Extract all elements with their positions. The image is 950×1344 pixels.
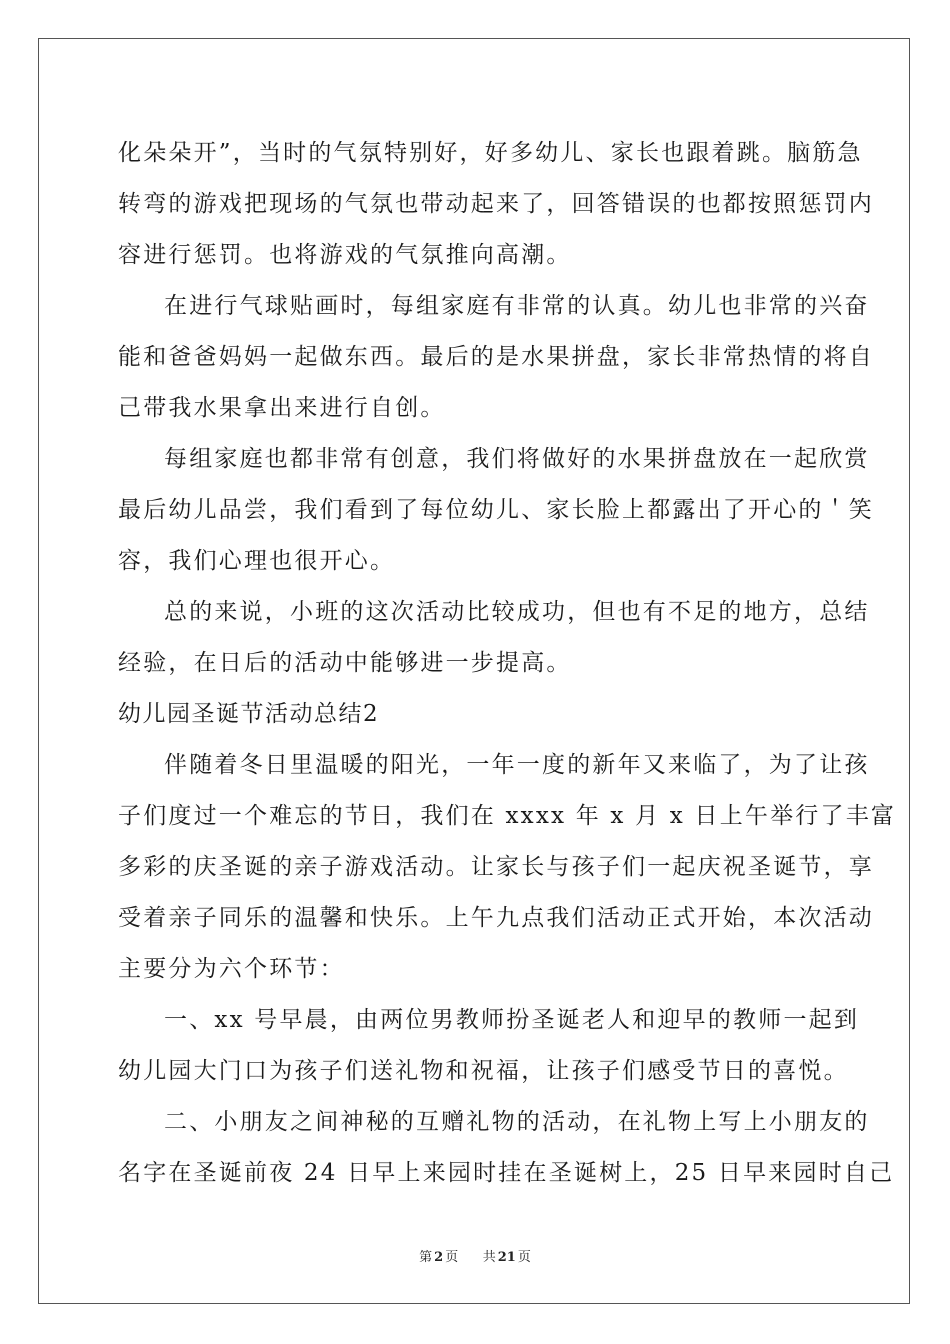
page-total: 共 21 页 [482, 1250, 531, 1265]
text-line: 子们度过一个难忘的节日，我们在 xxxx 年 x 月 x 日上午举行了丰富 [118, 803, 897, 829]
text-line: 容进行惩罚。也将游戏的气氛推向高潮。 [118, 242, 572, 268]
text-line: 幼儿园大门口为孩子们送礼物和祝福，让孩子们感受节日的喜悦。 [118, 1058, 849, 1084]
text-line: 伴随着冬日里温暖的阳光，一年一度的新年又来临了，为了让孩 [164, 752, 870, 778]
text-line: 在进行气球贴画时，每组家庭有非常的认真。幼儿也非常的兴奋 [164, 293, 870, 319]
text-line: 容，我们心理也很开心。 [118, 548, 396, 574]
text-line: 化朵朵开”，当时的气氛特别好，好多幼儿、家长也跟着跳。脑筋急 [118, 140, 863, 166]
text-line: 二、小朋友之间神秘的互赠礼物的活动，在礼物上写上小朋友的 [164, 1109, 870, 1135]
document-body [118, 128, 897, 1199]
text-line: 每组家庭也都非常有创意，我们将做好的水果拼盘放在一起欣赏 [164, 446, 870, 472]
page-footer [0, 1246, 950, 1265]
text-line: 受着亲子同乐的温馨和快乐。上午九点我们活动正式开始，本次活动 [118, 905, 874, 931]
section-heading: 幼儿园圣诞节活动总结2 [118, 701, 380, 727]
text-line: 转弯的游戏把现场的气氛也带动起来了，回答错误的也都按照惩罚内 [118, 191, 874, 217]
text-line: 一、xx 号早晨，由两位男教师扮圣诞老人和迎早的教师一起到 [164, 1007, 860, 1033]
text-line: 最后幼儿品尝，我们看到了每位幼儿、家长脸上都露出了开心的＇笑 [118, 497, 874, 523]
text-line: 能和爸爸妈妈一起做东西。最后的是水果拼盘，家长非常热情的将自 [118, 344, 874, 370]
text-line: 己带我水果拿出来进行自创。 [118, 395, 446, 421]
text-line: 主要分为六个环节： [118, 956, 345, 982]
text-line: 名字在圣诞前夜 24 日早上来园时挂在圣诞树上，25 日早来园时自己 [118, 1160, 895, 1186]
text-line: 多彩的庆圣诞的亲子游戏活动。让家长与孩子们一起庆祝圣诞节，享 [118, 854, 874, 880]
page-number: 第 2 页 [419, 1250, 459, 1265]
text-line: 经验，在日后的活动中能够进一步提高。 [118, 650, 572, 676]
text-line: 总的来说，小班的这次活动比较成功，但也有不足的地方，总结 [164, 599, 870, 625]
